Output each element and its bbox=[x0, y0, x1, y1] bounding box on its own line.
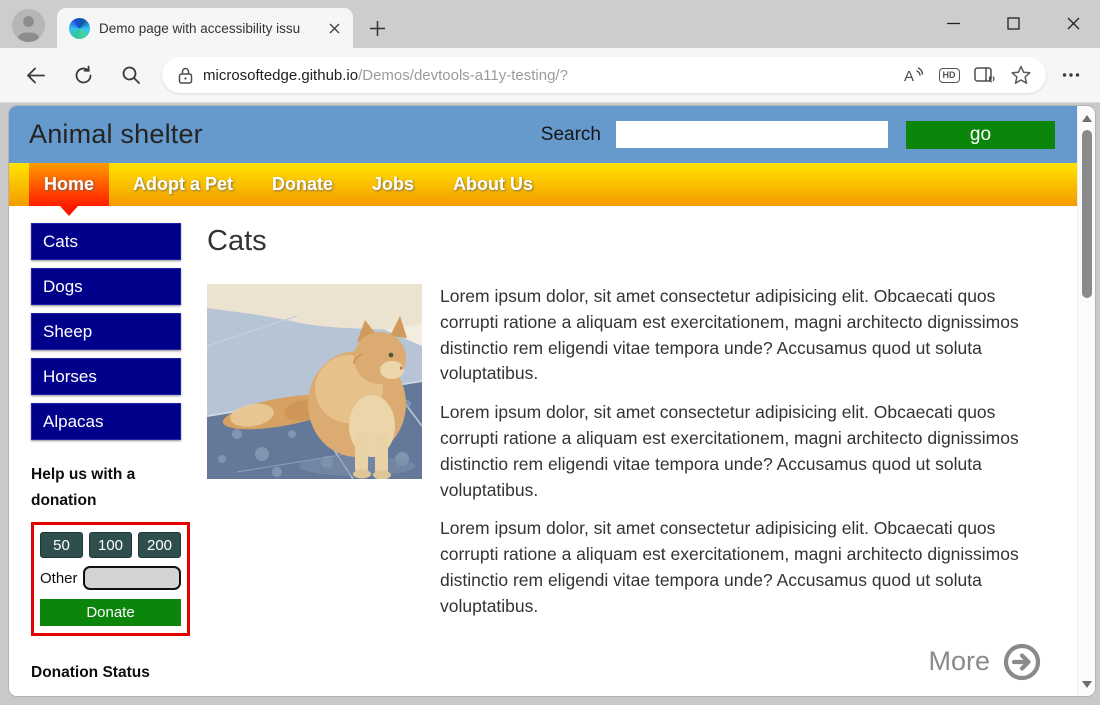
hd-button[interactable] bbox=[934, 60, 964, 90]
read-aloud-button[interactable] bbox=[898, 60, 928, 90]
cat-photo bbox=[207, 284, 422, 479]
tab-title: Demo page with accessibility issu bbox=[99, 20, 301, 36]
refresh-icon bbox=[73, 65, 94, 86]
donation-heading: Help us with a donation bbox=[31, 466, 136, 509]
favorites-button[interactable] bbox=[1006, 60, 1036, 90]
donate-button[interactable]: Donate bbox=[40, 599, 181, 626]
main-content bbox=[191, 223, 1057, 682]
close-icon bbox=[1067, 17, 1080, 30]
url-host: microsoftedge.github.io bbox=[203, 66, 359, 84]
new-tab-button[interactable] bbox=[365, 16, 389, 40]
amount-200-button[interactable]: 200 bbox=[138, 532, 181, 558]
minimize-button[interactable] bbox=[940, 10, 966, 36]
refresh-button[interactable] bbox=[66, 58, 100, 92]
lock-icon bbox=[178, 67, 193, 84]
donation-status-heading: Donation Status bbox=[31, 664, 150, 682]
scroll-up-button[interactable] bbox=[1078, 110, 1096, 126]
search-icon bbox=[121, 65, 141, 85]
sidebar-item-alpacas[interactable]: Alpacas bbox=[31, 403, 181, 440]
sidebar-item-sheep[interactable]: Sheep bbox=[31, 313, 181, 350]
other-label: Other bbox=[40, 569, 78, 587]
split-screen-speaker-icon bbox=[974, 66, 996, 85]
sidebar bbox=[31, 223, 191, 682]
nav-item-home[interactable]: Home bbox=[29, 163, 109, 206]
read-aloud-icon bbox=[902, 65, 924, 85]
other-amount-row bbox=[40, 566, 181, 590]
nav-item-about-us[interactable]: About Us bbox=[453, 174, 534, 194]
window-controls bbox=[940, 10, 1086, 36]
sidebar-item-cats[interactable]: Cats bbox=[31, 223, 181, 260]
amount-50-button[interactable]: 50 bbox=[40, 532, 83, 558]
minimize-icon bbox=[947, 17, 960, 30]
sidebar-item-horses[interactable]: Horses bbox=[31, 358, 181, 395]
close-window-button[interactable] bbox=[1060, 10, 1086, 36]
plus-icon bbox=[370, 21, 385, 36]
browser-tab[interactable] bbox=[57, 8, 353, 48]
ellipsis-icon bbox=[1062, 72, 1080, 78]
profile-avatar[interactable] bbox=[12, 9, 45, 42]
triangle-up-icon bbox=[1082, 115, 1092, 122]
site-search-input[interactable] bbox=[616, 121, 888, 148]
read-aloud-page-button[interactable] bbox=[970, 60, 1000, 90]
page-body bbox=[9, 206, 1077, 682]
site-title: Animal shelter bbox=[29, 119, 203, 149]
more-link[interactable] bbox=[207, 633, 1057, 681]
go-button[interactable]: go bbox=[906, 121, 1055, 149]
paragraph: Lorem ipsum dolor, sit amet consectetur adipisicing elit. Obcaecati quos corrupti ratione a aliquam est exercitationem, magni architecto dignissimos distinctio rem eligendi vitae tempora unde? Accusamus quod ut soluta voluptatibus. bbox=[440, 286, 1019, 384]
other-amount-input[interactable] bbox=[83, 566, 181, 590]
content-frame bbox=[0, 103, 1100, 705]
maximize-icon bbox=[1007, 17, 1020, 30]
more-label: More bbox=[928, 646, 990, 677]
donation-amounts bbox=[40, 532, 181, 558]
paragraph: Lorem ipsum dolor, sit amet consectetur adipisicing elit. Obcaecati quos corrupti ratione a aliquam est exercitationem, magni architecto dignissimos distinctio rem eligendi vitae tempora unde? Accusamus quod ut soluta voluptatibus. bbox=[440, 518, 1019, 616]
article-text bbox=[440, 284, 1057, 633]
settings-menu-button[interactable] bbox=[1056, 60, 1086, 90]
address-bar[interactable] bbox=[162, 57, 1046, 93]
arrow-right-circle-icon bbox=[1003, 643, 1041, 681]
sidebar-item-dogs[interactable]: Dogs bbox=[31, 268, 181, 305]
back-button[interactable] bbox=[18, 58, 52, 92]
scroll-down-button[interactable] bbox=[1078, 676, 1096, 692]
nav-item-jobs[interactable]: Jobs bbox=[372, 174, 415, 194]
maximize-button[interactable] bbox=[1000, 10, 1026, 36]
hd-icon: HD bbox=[939, 68, 960, 83]
toolbar-search-button[interactable] bbox=[114, 58, 148, 92]
url-path: /Demos/devtools-a11y-testing/? bbox=[358, 66, 568, 84]
back-arrow-icon bbox=[25, 65, 46, 86]
tab-strip bbox=[0, 0, 1100, 48]
url-text bbox=[203, 67, 892, 84]
tab-close-icon[interactable] bbox=[325, 19, 343, 37]
person-icon bbox=[12, 9, 45, 42]
nav-item-adopt-a-pet[interactable]: Adopt a Pet bbox=[133, 174, 234, 194]
amount-100-button[interactable]: 100 bbox=[89, 532, 132, 558]
page-title: Cats bbox=[207, 225, 267, 257]
site-search bbox=[541, 121, 1055, 149]
browser-toolbar bbox=[0, 48, 1100, 103]
site-header bbox=[9, 106, 1077, 163]
nav-item-donate[interactable]: Donate bbox=[272, 174, 334, 194]
scrollbar-thumb[interactable] bbox=[1082, 130, 1092, 298]
web-page bbox=[8, 105, 1096, 697]
svg-text:A: A bbox=[904, 68, 915, 85]
star-icon bbox=[1011, 65, 1031, 85]
triangle-down-icon bbox=[1082, 681, 1092, 688]
page-scrollbar[interactable] bbox=[1077, 106, 1095, 696]
search-label: Search bbox=[540, 123, 601, 145]
paragraph: Lorem ipsum dolor, sit amet consectetur adipisicing elit. Obcaecati quos corrupti ratione a aliquam est exercitationem, magni architecto dignissimos distinctio rem eligendi vitae tempora unde? Accusamus quod ut soluta voluptatibus. bbox=[440, 402, 1019, 500]
donation-box bbox=[31, 522, 190, 636]
edge-logo-icon bbox=[69, 18, 90, 39]
site-nav bbox=[9, 163, 1077, 206]
